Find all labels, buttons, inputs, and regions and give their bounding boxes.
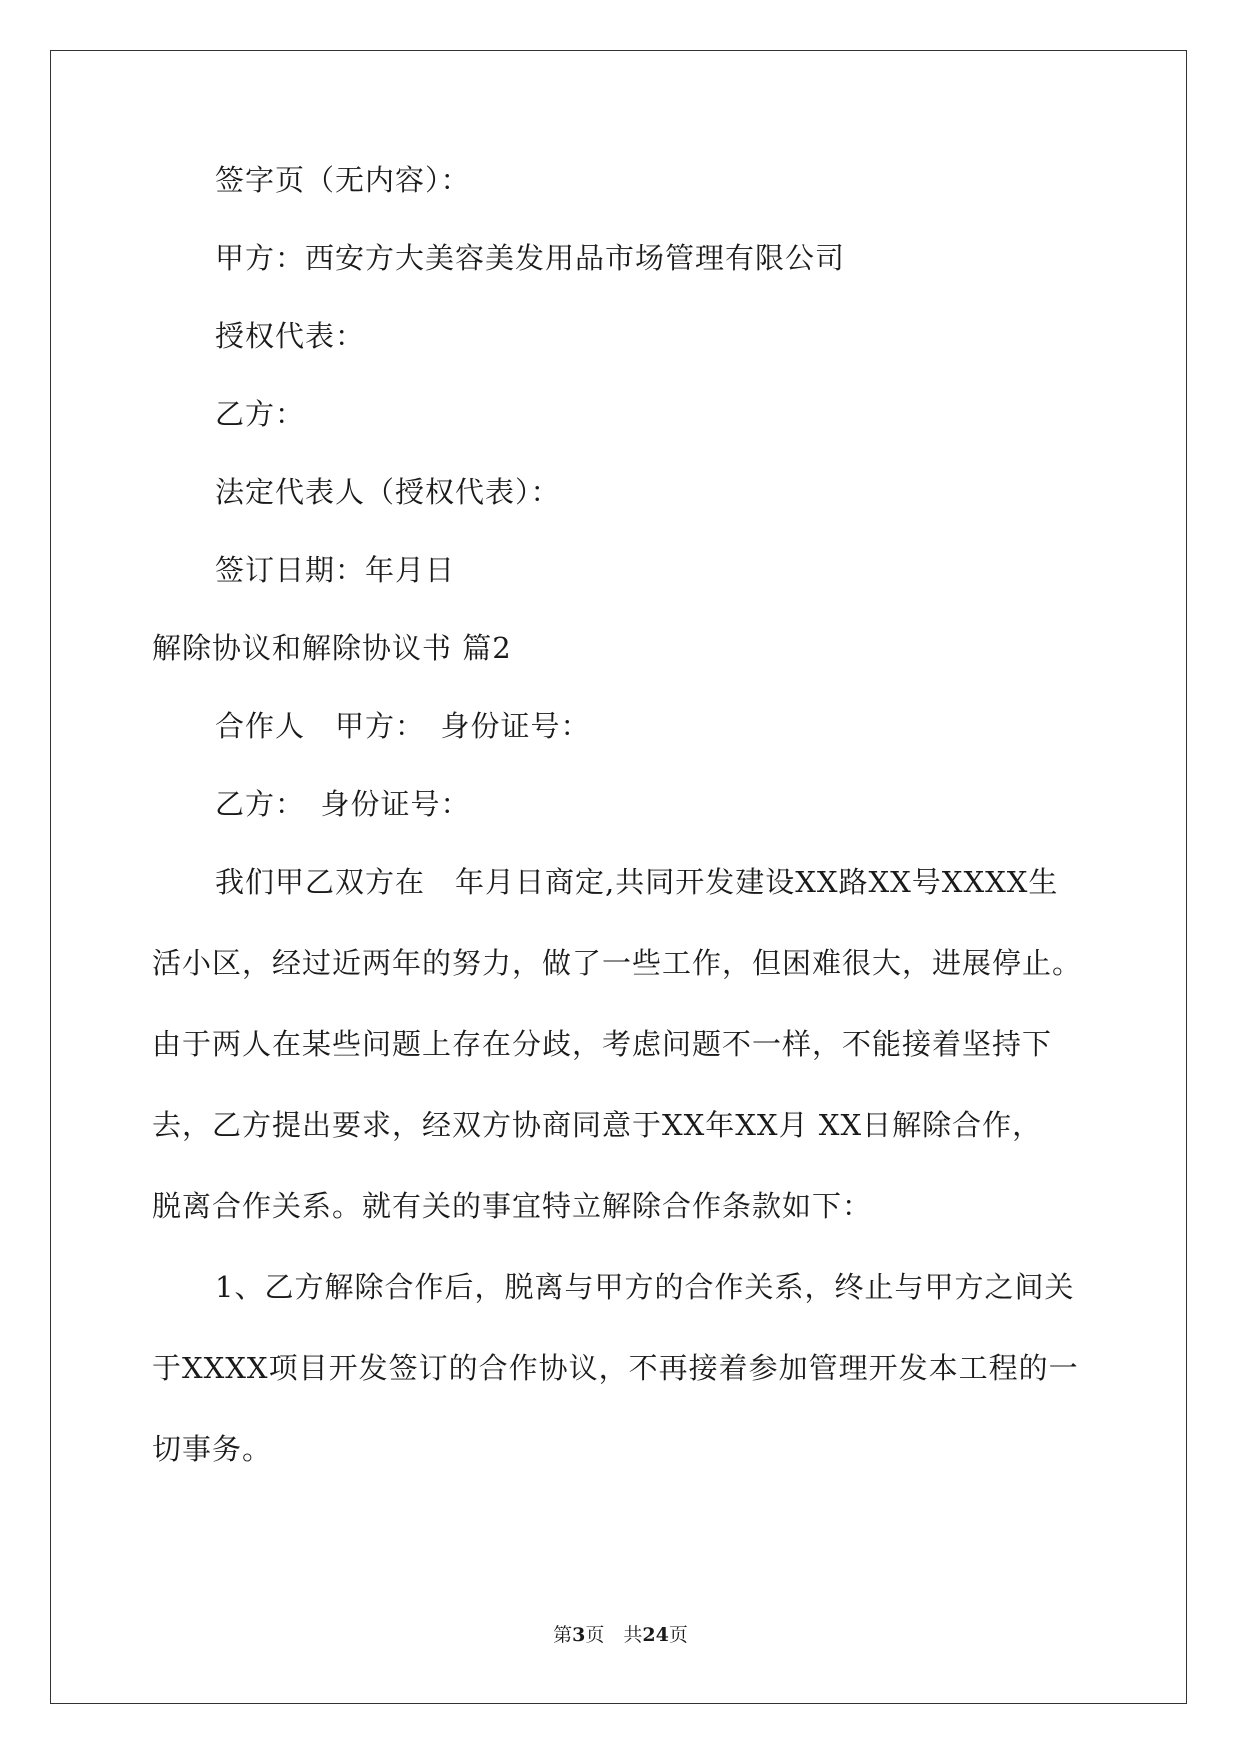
clause-line: 1、乙方解除合作后，脱离与甲方的合作关系，终止与甲方之间关 [215, 1270, 1075, 1304]
footer-mid: 页 共 [585, 1624, 643, 1646]
clause-1 [152, 1267, 1092, 1469]
paragraph-line: 由于两人在某些问题上存在分歧，考虑问题不一样，不能接着坚持下 [152, 1027, 1053, 1061]
footer-suffix: 页 [668, 1624, 688, 1646]
footer-prefix: 第 [553, 1624, 573, 1646]
page-number-footer [0, 1620, 1241, 1647]
paragraph-line: 去，乙方提出要求，经双方协商同意于XX年XX月 XX日解除合作， [152, 1108, 1043, 1142]
current-page-number: 3 [572, 1624, 586, 1646]
clause-line: 于XXXX项目开发签订的合作协议，不再接着参加管理开发本工程的一 [152, 1351, 1079, 1385]
partners-party-a-line: 合作人 甲方： 身份证号： [215, 709, 591, 743]
section-heading: 解除协议和解除协议书 篇2 [152, 631, 512, 665]
partners-party-b-line: 乙方： 身份证号： [215, 787, 471, 821]
paragraph-line: 我们甲乙双方在 年月日商定,共同开发建设XX路XX号XXXX生 [215, 865, 1059, 899]
paragraph-background [152, 862, 1092, 1226]
signing-date-line: 签订日期：年月日 [215, 553, 456, 587]
total-page-count: 24 [642, 1624, 669, 1646]
authorized-rep-line: 授权代表： [215, 319, 366, 353]
document-body [152, 160, 1092, 1510]
paragraph-line: 活小区，经过近两年的努力，做了一些工作，但困难很大，进展停止。 [152, 946, 1083, 980]
signature-page-label: 签字页（无内容）： [215, 163, 471, 197]
legal-rep-line: 法定代表人（授权代表）： [215, 475, 561, 509]
party-b-line: 乙方： [215, 397, 306, 431]
party-a-line: 甲方：西安方大美容美发用品市场管理有限公司 [215, 241, 846, 275]
paragraph-line: 脱离合作关系。就有关的事宜特立解除合作条款如下： [152, 1189, 873, 1223]
clause-line: 切事务。 [152, 1432, 273, 1466]
